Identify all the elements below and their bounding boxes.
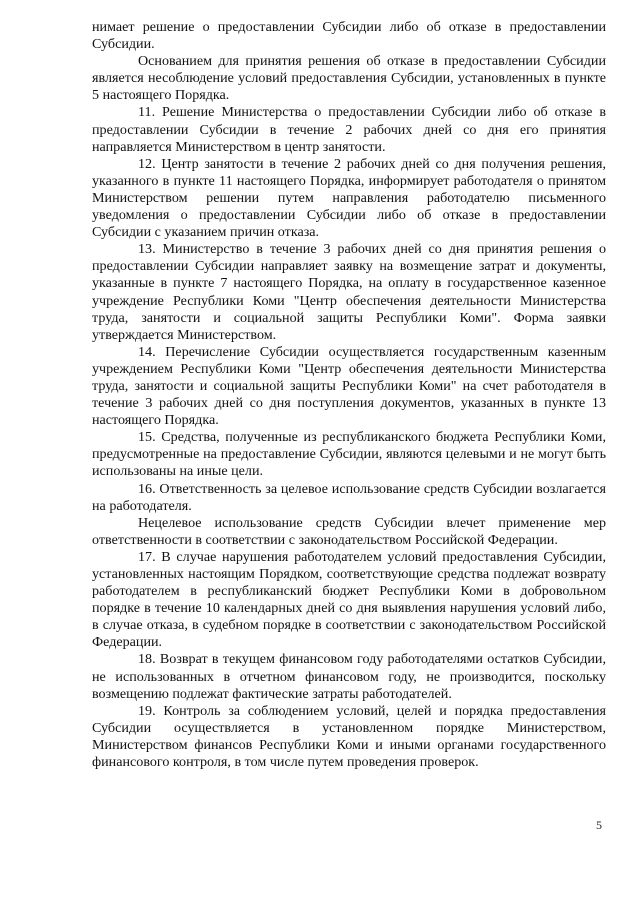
paragraph-16: 16. Ответственность за целевое использование средств Субсидии возлагается на работодателя. xyxy=(92,480,606,514)
paragraph-14: 14. Перечисление Субсидии осуществляется государственным казенным учреждением Республики Коми "Центр обеспечения деятельности Министерства труда, занятости и социальной защиты Республики Коми" на счет работодателя в течение 3 рабочих дней со дня поступления документов, указанных в пункте 13 настоящего Порядка. xyxy=(92,343,606,429)
paragraph-12: 12. Центр занятости в течение 2 рабочих дней со дня получения решения, указанного в пункте 11 настоящего Порядка, информирует работодателя о принятом Министерством решении путем направления работодателю письменного уведомления о предоставлении Субсидии либо об отказе в предоставлении Субсидии с указанием причин отказа. xyxy=(92,155,606,241)
paragraph-11: 11. Решение Министерства о предоставлении Субсидии либо об отказе в предоставлении Субсидии в течение 2 рабочих дней со дня его принятия направляется Министерством в центр занятости. xyxy=(92,104,606,155)
paragraph-15: 15. Средства, полученные из республиканского бюджета Республики Коми, предусмотренные на предоставление Субсидии, являются целевыми и не могут быть использованы на иные цели. xyxy=(92,429,606,480)
paragraph-18: 18. Возврат в текущем финансовом году работодателями остатков Субсидии, не использованных в отчетном финансовом году, не производится, поскольку возмещению подлежат фактические затраты работодателей. xyxy=(92,651,606,702)
paragraph-19: 19. Контроль за соблюдением условий, целей и порядка предоставления Субсидии осуществляется в установленном порядке Министерством, Министерством финансов Республики Коми и иными органами государственного финансового контроля, в том числе путем проведения проверок. xyxy=(92,702,606,771)
paragraph-13: 13. Министерство в течение 3 рабочих дней со дня принятия решения о предоставлении Субсидии направляет заявку на возмещение затрат и документы, указанные в пункте 7 настоящего Порядка, на оплату в государственное казенное учреждение Республики Коми "Центр обеспечения деятельности Министерства труда, занятости и социальной защиты Республики Коми". Форма заявки утверждается Министерством. xyxy=(92,241,606,343)
paragraph-misuse: Нецелевое использование средств Субсидии влечет применение мер ответственности в соответствии с законодательством Российской Федерации. xyxy=(92,514,606,548)
document-body xyxy=(92,19,606,771)
paragraph-17: 17. В случае нарушения работодателем условий предоставления Субсидии, установленных настоящим Порядком, соответствующие средства подлежат возврату работодателем в республиканский бюджет Республики Коми в добровольном порядке в течение 10 календарных дней со дня выявления нарушения условий либо, в случае отказа, в судебном порядке в соответствии с законодательством Российской Федерации. xyxy=(92,548,606,651)
page-number: 5 xyxy=(596,818,602,832)
paragraph-continuation: нимает решение о предоставлении Субсидии либо об отказе в предоставлении Субсидии. xyxy=(92,19,606,53)
paragraph-refusal-grounds: Основанием для принятия решения об отказе в предоставлении Субсидии является несоблюдение условий предоставления Субсидии, установленных в пункте 5 настоящего Порядка. xyxy=(92,53,606,104)
